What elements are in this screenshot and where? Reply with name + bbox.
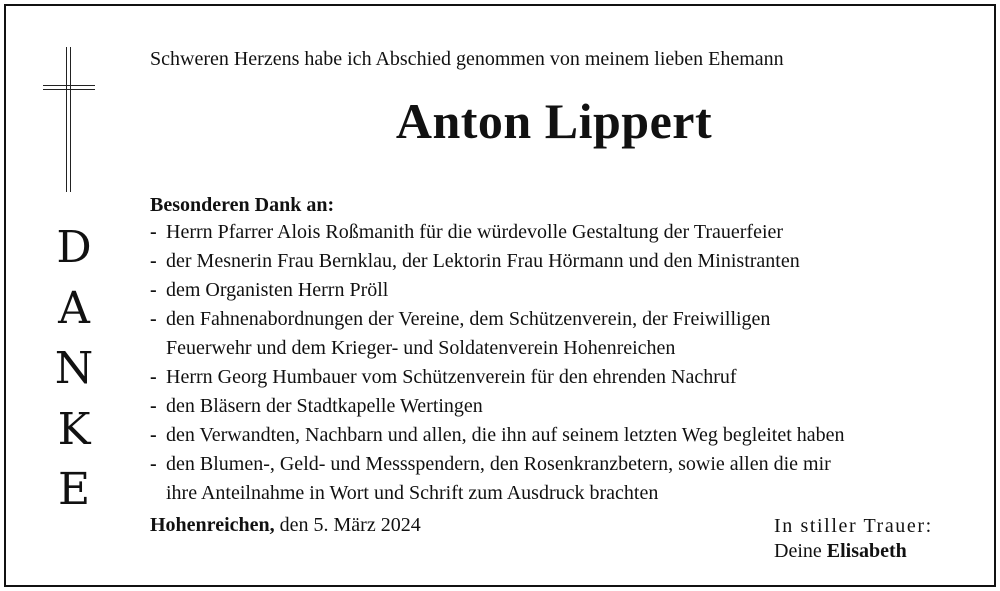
date: den 5. März 2024 (279, 514, 421, 536)
intro-text: Schweren Herzens habe ich Abschied genommen von meinem lieben Ehemann (150, 48, 784, 70)
place-date (150, 514, 421, 537)
list-item: - Herrn Pfarrer Alois Roßmanith für die würdevolle Gestaltung der Trauerfeier (150, 221, 784, 243)
thanks-heading: Besonderen Dank an: (150, 194, 335, 216)
danke-letter: E (57, 464, 91, 515)
thanks-list (150, 218, 980, 508)
signer-prefix: Deine (774, 540, 822, 562)
danke-vertical-word (46, 218, 102, 521)
list-item: - den Bläsern der Stadtkapelle Wertingen (150, 395, 483, 417)
obituary-frame (4, 4, 996, 587)
danke-letter: A (58, 282, 90, 334)
danke-letter: N (54, 343, 94, 394)
grief-line: In stiller Trauer: (774, 515, 933, 537)
list-item: - den Verwandten, Nachbarn und allen, die ihn auf seinem letzten Weg begleitet haben (150, 424, 845, 446)
deceased-name: Anton Lippert (395, 93, 713, 149)
place: Hohenreichen, (150, 514, 275, 536)
danke-letter: K (57, 403, 91, 455)
list-item: - dem Organisten Herrn Pröll (150, 279, 389, 301)
list-item: - den Blumen-, Geld- und Messspendern, den Rosenkranzbetern, sowie allen die mir ihre Anteilnahme in Wort und Schrift zum Ausdruck brachten (150, 453, 831, 504)
list-item: - der Mesnerin Frau Bernklau, der Lektorin Frau Hörmann und den Ministranten (150, 250, 800, 272)
list-item: - den Fahnenabordnungen der Vereine, dem Schützenverein, der Freiwilligen Feuerwehr und dem Krieger- und Soldatenverein Hohenreichen (150, 308, 771, 359)
signature-block (774, 514, 933, 564)
danke-letter: D (56, 222, 92, 273)
signer-name: Elisabeth (826, 540, 907, 562)
list-item: - Herrn Georg Humbauer vom Schützenverein für den ehrenden Nachruf (150, 366, 737, 388)
